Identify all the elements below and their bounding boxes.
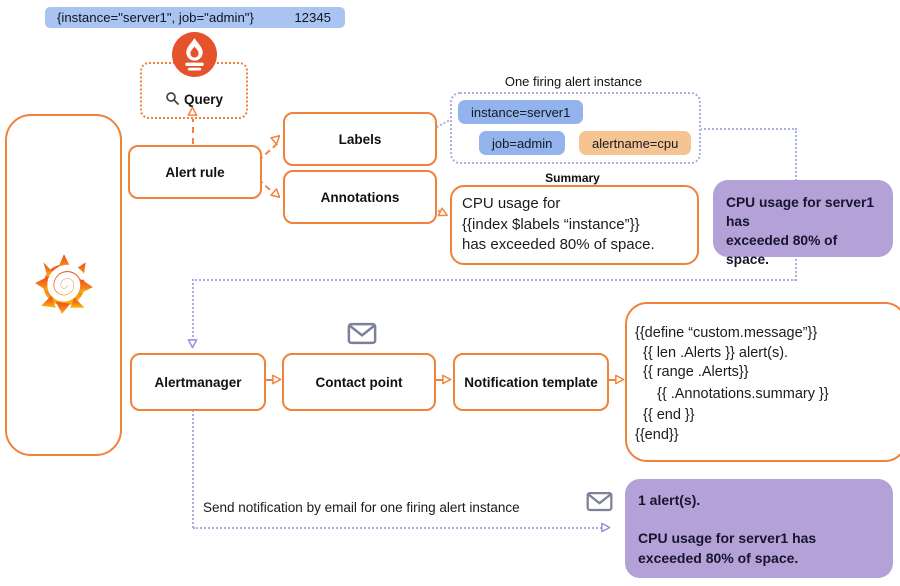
template-code-box [625, 302, 900, 462]
arrowhead-down [187, 338, 198, 349]
summary-title: Summary [545, 171, 600, 185]
labels-label: Labels [338, 131, 382, 147]
envelope-icon [586, 490, 613, 518]
metric-value: 12345 [294, 10, 331, 25]
grafana-panel [5, 114, 122, 456]
connector-horizontal-return [192, 279, 796, 281]
email-output-line: exceeded 80% of space. [638, 550, 799, 566]
template-code-line: {{end}} [635, 426, 679, 443]
template-code-line: {{define “custom.message”}} [635, 325, 818, 341]
rendered-summary-box [713, 180, 893, 267]
summary-line: {{index $labels “instance”}} [462, 215, 640, 233]
contact-point-label: Contact point [315, 374, 403, 390]
arrowhead [271, 374, 282, 385]
connector-am-down [192, 407, 194, 528]
search-icon [165, 91, 179, 108]
label-chip-alertname: alertname=cpu [579, 131, 691, 155]
template-code-line: {{ .Annotations.summary }} [657, 385, 829, 402]
envelope-icon [347, 321, 377, 351]
notification-template-label: Notification template [464, 374, 598, 390]
label-chip-instance: instance=server1 [458, 100, 583, 124]
query-label: Query [183, 92, 224, 107]
template-code-line: {{ range .Alerts}} [643, 364, 749, 380]
annotations-label: Annotations [320, 189, 400, 205]
alert-rule-label: Alert rule [165, 164, 225, 180]
summary-template-box [450, 185, 699, 265]
alertmanager-label: Alertmanager [154, 374, 242, 390]
template-code-line: {{ end }} [643, 407, 695, 423]
email-output-box [625, 479, 893, 578]
annotations-node [283, 170, 437, 224]
arrowhead [269, 131, 285, 147]
connector-alertrule-query [192, 116, 194, 144]
summary-line: has exceeded 80% of space. [462, 236, 655, 253]
rendered-summary-line: CPU usage for server1 has [726, 195, 874, 229]
summary-line: CPU usage for [462, 195, 561, 212]
arrowhead [441, 374, 452, 385]
template-code-line: {{ len .Alerts }} alert(s). [643, 344, 789, 361]
connector-instance-rendered [697, 128, 797, 130]
firing-instance-box [450, 92, 701, 164]
email-output-line: CPU usage for server1 has [638, 530, 817, 546]
arrowhead-up [187, 106, 198, 117]
label-chip-job: job=admin [479, 131, 565, 155]
labels-node [283, 112, 437, 166]
notification-template-node [453, 353, 609, 411]
email-output-line: 1 alert(s). [638, 492, 701, 508]
arrowhead [436, 206, 451, 221]
metric-query-bar [45, 7, 345, 28]
rendered-summary-line: exceeded 80% of space. [726, 233, 838, 267]
connector-email-output [193, 527, 602, 529]
alert-rule-node [128, 145, 262, 199]
arrowhead [614, 374, 625, 385]
arrowhead-right [600, 522, 611, 533]
send-notification-note: Send notification by email for one firing alert instance [203, 500, 520, 515]
firing-instance-title: One firing alert instance [504, 74, 643, 89]
prometheus-flame-icon [172, 32, 217, 82]
connector-down-alertmanager [192, 279, 194, 341]
contact-point-node [282, 353, 436, 411]
alertmanager-node [130, 353, 266, 411]
grafana-logo [31, 249, 97, 322]
metric-selector: {instance="server1", job="admin"} [57, 10, 254, 25]
